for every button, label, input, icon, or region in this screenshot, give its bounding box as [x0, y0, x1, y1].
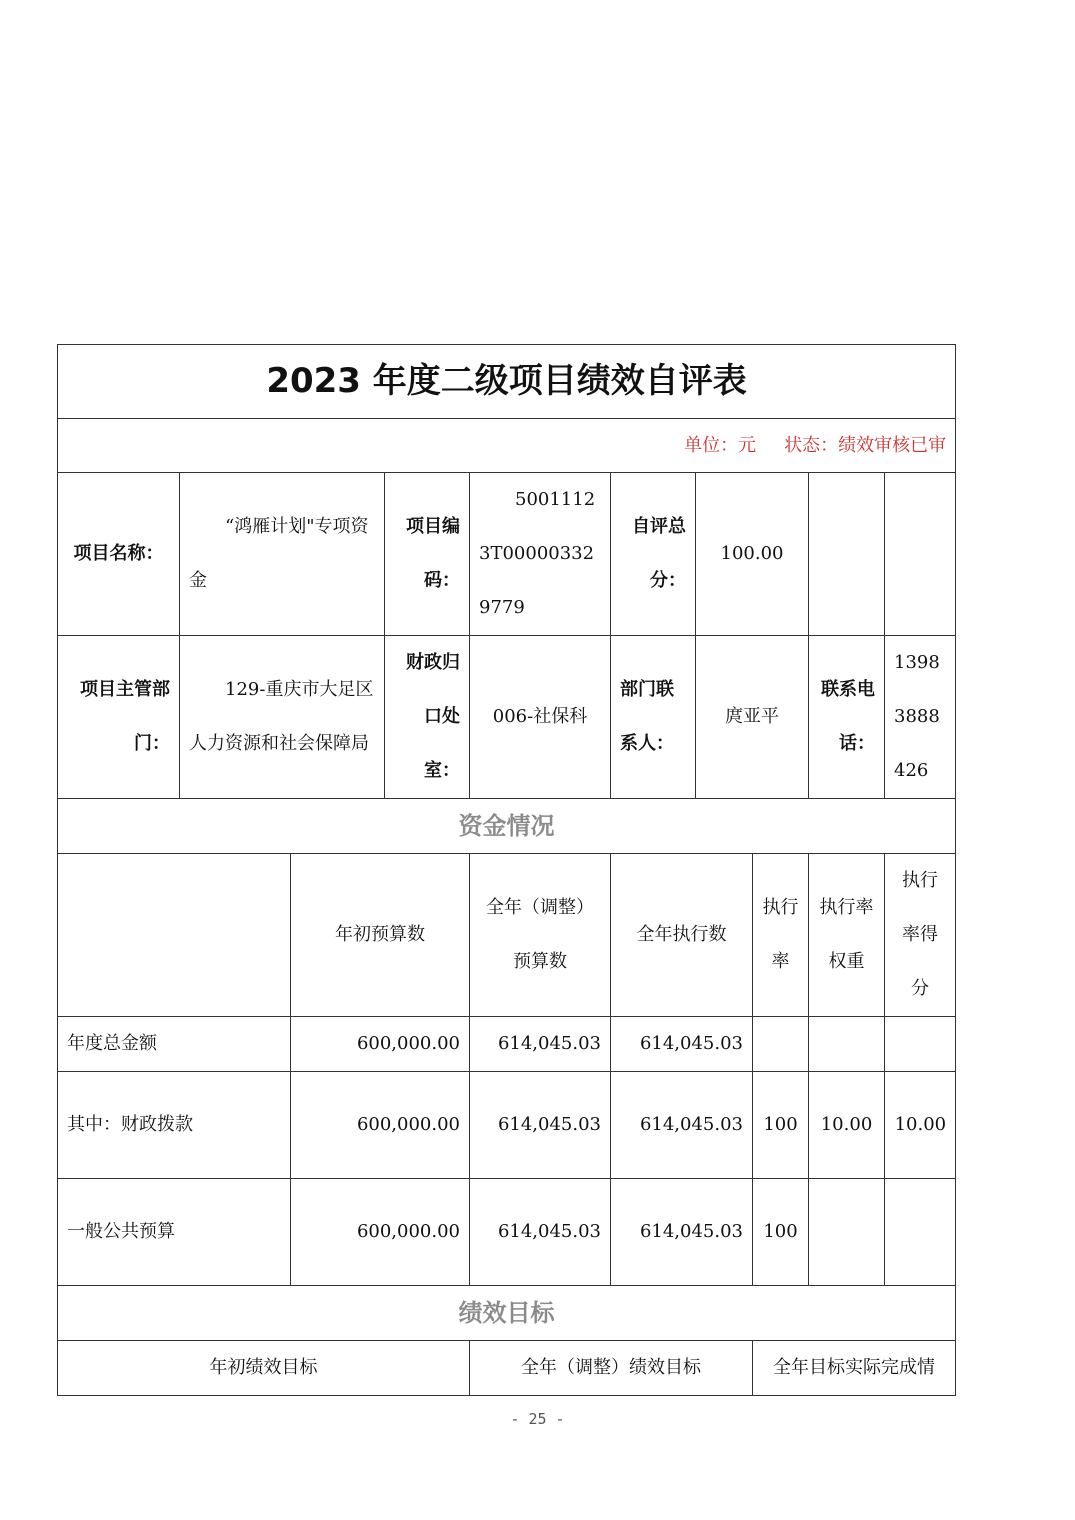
status-label: 状态：绩效审核已审 — [784, 435, 947, 456]
execution-weight-header: 执行率权重 — [809, 854, 885, 1017]
execution-score-header: 执行率得分 — [885, 854, 956, 1017]
table-row — [58, 1072, 956, 1179]
dept-contact-value: 庹亚平 — [696, 636, 809, 799]
dept-contact-label: 部门联系人： — [611, 636, 696, 799]
initial-budget-header: 年初预算数 — [291, 854, 470, 1017]
execution-score-cell: 10.00 — [885, 1072, 956, 1179]
execution-weight-cell — [809, 1179, 885, 1286]
funds-section-title: 资金情况 — [58, 799, 956, 854]
phone-value: 13983888426 — [885, 636, 956, 799]
execution-rate-cell: 100 — [753, 1072, 809, 1179]
table-row — [58, 1017, 956, 1072]
executed-amount-cell: 614,045.03 — [611, 1179, 753, 1286]
initial-budget-cell: 600,000.00 — [291, 1017, 470, 1072]
performance-table-sheet — [57, 344, 956, 1396]
managing-dept-value: 129-重庆市大足区人力资源和社会保障局 — [180, 636, 385, 799]
executed-amount-cell: 614,045.03 — [611, 1017, 753, 1072]
performance-self-evaluation-table — [57, 344, 956, 1396]
actual-completion-header: 全年目标实际完成情 — [753, 1341, 956, 1396]
project-name-label: 项目名称： — [58, 473, 180, 636]
project-code-label: 项目编码： — [385, 473, 470, 636]
self-score-label: 自评总分： — [611, 473, 696, 636]
row-label: 年度总金额 — [58, 1017, 291, 1072]
execution-rate-header: 执行率 — [753, 854, 809, 1017]
row-label: 其中：财政拨款 — [58, 1072, 291, 1179]
empty-cell — [885, 473, 956, 636]
adjusted-budget-cell: 614,045.03 — [470, 1017, 611, 1072]
unit-status-row — [58, 419, 956, 473]
self-score-value: 100.00 — [696, 473, 809, 636]
execution-weight-cell: 10.00 — [809, 1072, 885, 1179]
managing-dept-label: 项目主管部门： — [58, 636, 180, 799]
initial-budget-cell: 600,000.00 — [291, 1072, 470, 1179]
project-name-value: “鸿雁计划"专项资金 — [180, 473, 385, 636]
funds-header-blank — [58, 854, 291, 1017]
adjusted-budget-header: 全年（调整）预算数 — [470, 854, 611, 1017]
project-code-value: 50011123T000003329779 — [470, 473, 611, 636]
page-number: - 25 - — [510, 1410, 565, 1428]
execution-score-cell — [885, 1017, 956, 1072]
executed-amount-header: 全年执行数 — [611, 854, 753, 1017]
execution-weight-cell — [809, 1017, 885, 1072]
phone-label: 联系电话： — [809, 636, 885, 799]
adjusted-goal-header: 全年（调整）绩效目标 — [470, 1341, 753, 1396]
finance-office-label: 财政归口处室： — [385, 636, 470, 799]
execution-rate-cell — [753, 1017, 809, 1072]
empty-cell — [809, 473, 885, 636]
initial-goal-header: 年初绩效目标 — [58, 1341, 470, 1396]
finance-office-value: 006-社保科 — [470, 636, 611, 799]
executed-amount-cell: 614,045.03 — [611, 1072, 753, 1179]
unit-label: 单位：元 — [684, 435, 757, 456]
table-title: 2023 年度二级项目绩效自评表 — [58, 345, 956, 419]
row-label: 一般公共预算 — [58, 1179, 291, 1286]
goals-section-title: 绩效目标 — [58, 1286, 956, 1341]
initial-budget-cell: 600,000.00 — [291, 1179, 470, 1286]
execution-score-cell — [885, 1179, 956, 1286]
table-row — [58, 1179, 956, 1286]
adjusted-budget-cell: 614,045.03 — [470, 1179, 611, 1286]
adjusted-budget-cell: 614,045.03 — [470, 1072, 611, 1179]
execution-rate-cell: 100 — [753, 1179, 809, 1286]
